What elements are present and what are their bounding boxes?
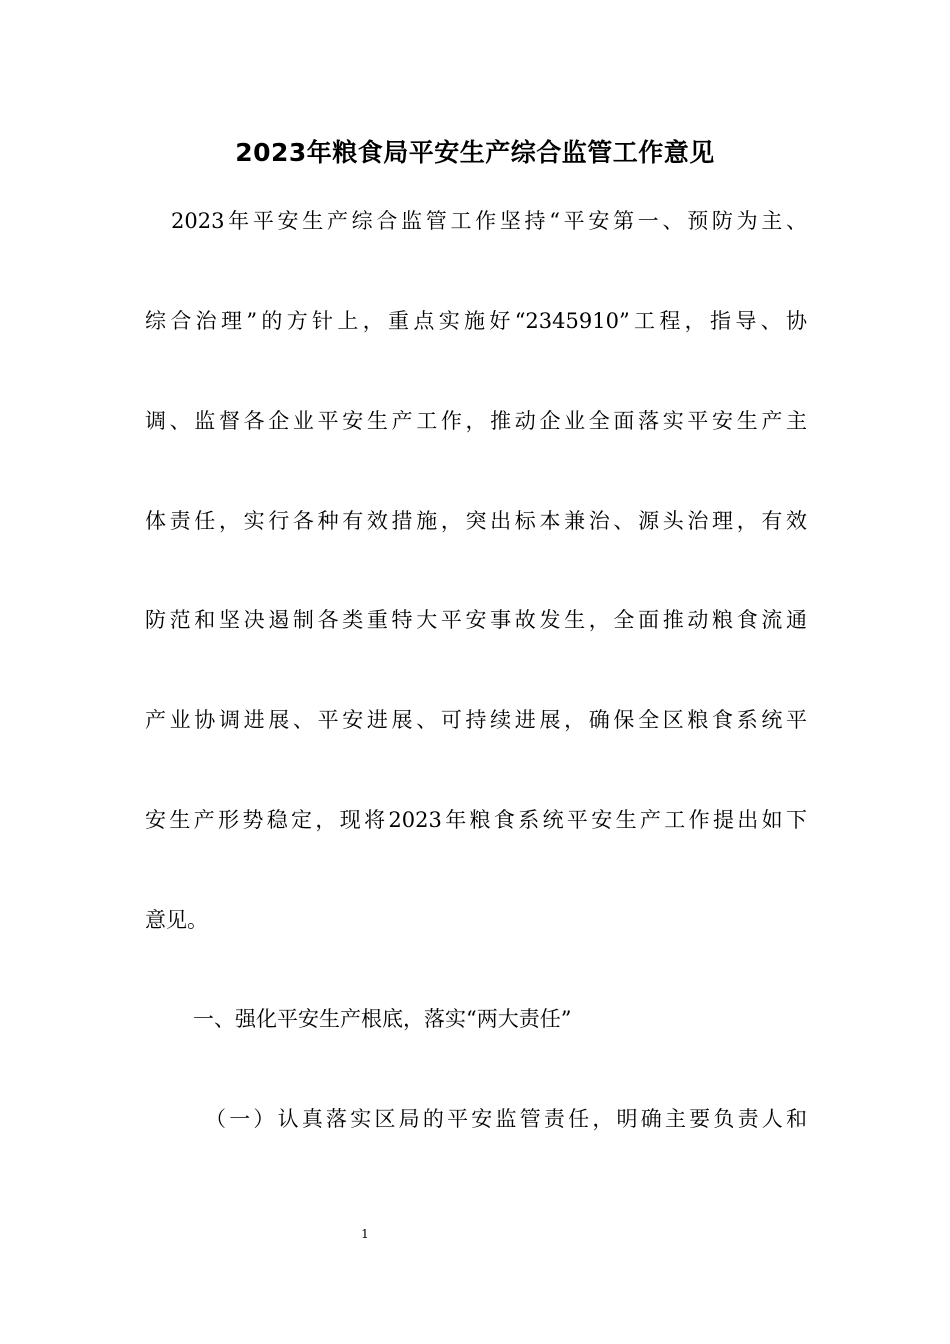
paragraph-line: 安生产形势稳定，现将2023年粮食系统平安生产工作提出如下 <box>145 808 807 832</box>
paragraph-line: 2023年平安生产综合监管工作坚持“平安第一、预防为主、 <box>171 209 807 233</box>
document-title: 2023年粮食局平安生产综合监管工作意见 <box>235 138 715 167</box>
subsection-paragraph-line: （一）认真落实区局的平安监管责任，明确主要负责人和 <box>205 1107 807 1131</box>
paragraph-line: 意见。 <box>145 908 208 932</box>
paragraph-line: 防范和坚决遏制各类重特大平安事故发生，全面推动粮食流通 <box>145 608 807 632</box>
section-heading: 一、强化平安生产根底，落实“两大责任” <box>193 1007 572 1031</box>
paragraph-line: 调、监督各企业平安生产工作，推动企业全面落实平安生产主 <box>145 409 807 433</box>
paragraph-line: 综合治理”的方针上，重点实施好“2345910”工程，指导、协 <box>145 309 807 333</box>
paragraph-line: 体责任，实行各种有效措施，突出标本兼治、源头治理，有效 <box>145 509 807 533</box>
page-number: 1 <box>361 1227 369 1241</box>
paragraph-line: 产业协调进展、平安进展、可持续进展，确保全区粮食系统平 <box>145 708 807 732</box>
